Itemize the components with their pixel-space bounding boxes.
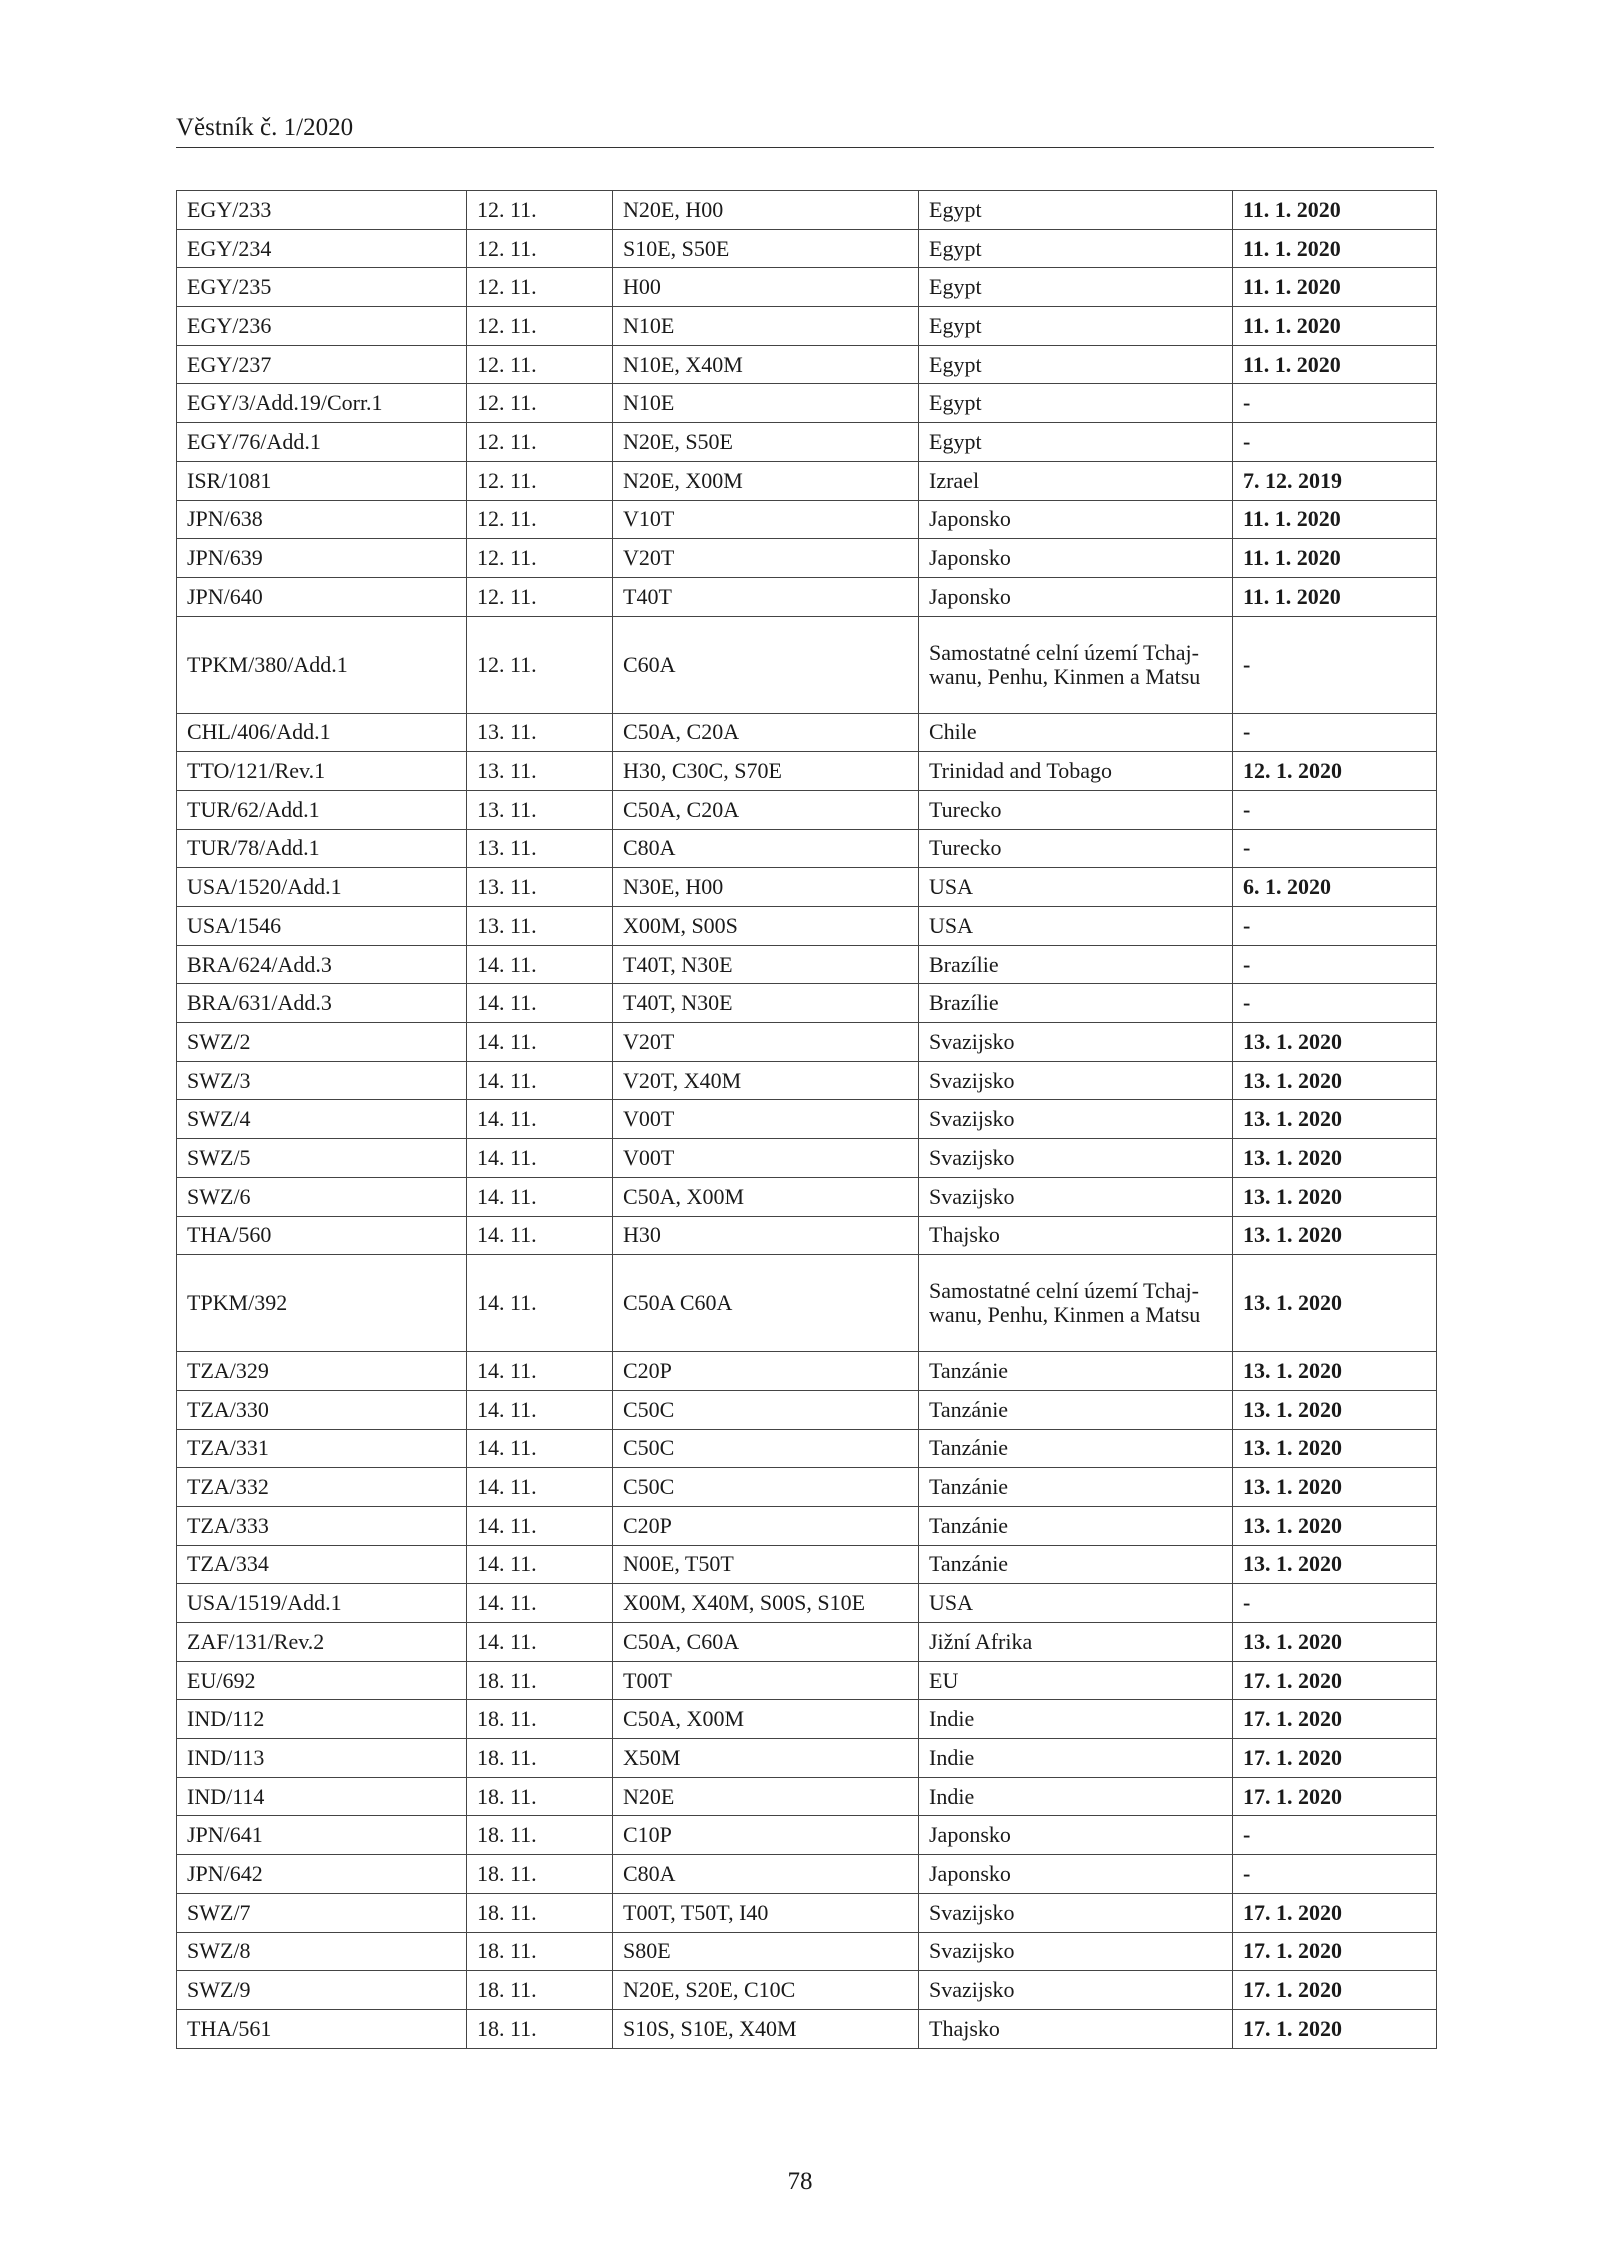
product-codes-cell: S10E, S50E <box>613 229 919 268</box>
notification-date-cell: 14. 11. <box>467 1177 613 1216</box>
document-code-cell: ISR/1081 <box>177 461 467 500</box>
table-row <box>177 1468 1437 1507</box>
table-row <box>177 1623 1437 1662</box>
deadline-cell: 12. 1. 2020 <box>1233 752 1437 791</box>
product-codes-cell: C80A <box>613 1855 919 1894</box>
country-cell: Samostatné celní území Tchaj-wanu, Penhu, Kinmen a Matsu <box>919 1255 1233 1352</box>
table-row <box>177 345 1437 384</box>
country-cell: Turecko <box>919 829 1233 868</box>
document-code-cell: TTO/121/Rev.1 <box>177 752 467 791</box>
table-row <box>177 423 1437 462</box>
deadline-cell: 11. 1. 2020 <box>1233 307 1437 346</box>
notification-date-cell: 12. 11. <box>467 307 613 346</box>
country-cell: USA <box>919 1584 1233 1623</box>
document-code-cell: TUR/62/Add.1 <box>177 790 467 829</box>
table-row <box>177 1777 1437 1816</box>
document-code-cell: CHL/406/Add.1 <box>177 713 467 752</box>
deadline-cell: 17. 1. 2020 <box>1233 2009 1437 2048</box>
document-code-cell: TZA/334 <box>177 1545 467 1584</box>
country-cell: Samostatné celní území Tchaj-wanu, Penhu, Kinmen a Matsu <box>919 616 1233 713</box>
document-code-cell: SWZ/9 <box>177 1971 467 2010</box>
product-codes-cell: X00M, S00S <box>613 907 919 946</box>
product-codes-cell: H30, C30C, S70E <box>613 752 919 791</box>
country-cell: Svazijsko <box>919 1971 1233 2010</box>
deadline-cell: 13. 1. 2020 <box>1233 1061 1437 1100</box>
notification-date-cell: 12. 11. <box>467 423 613 462</box>
notification-date-cell: 12. 11. <box>467 461 613 500</box>
table-row <box>177 500 1437 539</box>
table-row <box>177 1061 1437 1100</box>
country-cell: Japonsko <box>919 500 1233 539</box>
document-code-cell: TZA/329 <box>177 1352 467 1391</box>
document-code-cell: TPKM/392 <box>177 1255 467 1352</box>
deadline-cell: 13. 1. 2020 <box>1233 1352 1437 1391</box>
document-code-cell: THA/560 <box>177 1216 467 1255</box>
product-codes-cell: C50A, C20A <box>613 713 919 752</box>
product-codes-cell: C50A, C20A <box>613 790 919 829</box>
table-row <box>177 1390 1437 1429</box>
notification-date-cell: 18. 11. <box>467 1971 613 2010</box>
deadline-cell: 13. 1. 2020 <box>1233 1177 1437 1216</box>
table-row <box>177 868 1437 907</box>
document-code-cell: IND/114 <box>177 1777 467 1816</box>
notification-date-cell: 12. 11. <box>467 384 613 423</box>
deadline-cell: 17. 1. 2020 <box>1233 1893 1437 1932</box>
deadline-cell: - <box>1233 384 1437 423</box>
notification-date-cell: 13. 11. <box>467 752 613 791</box>
table-row <box>177 268 1437 307</box>
document-code-cell: EGY/3/Add.19/Corr.1 <box>177 384 467 423</box>
document-code-cell: EGY/233 <box>177 191 467 230</box>
document-code-cell: EGY/235 <box>177 268 467 307</box>
table-row <box>177 1100 1437 1139</box>
table-row <box>177 1971 1437 2010</box>
country-cell: Tanzánie <box>919 1390 1233 1429</box>
document-code-cell: SWZ/7 <box>177 1893 467 1932</box>
notification-date-cell: 14. 11. <box>467 1584 613 1623</box>
country-cell: EU <box>919 1661 1233 1700</box>
notification-date-cell: 13. 11. <box>467 790 613 829</box>
country-cell: Svazijsko <box>919 1932 1233 1971</box>
country-cell: Tanzánie <box>919 1352 1233 1391</box>
country-cell: Egypt <box>919 268 1233 307</box>
table-row <box>177 829 1437 868</box>
deadline-cell: 17. 1. 2020 <box>1233 1739 1437 1778</box>
country-cell: USA <box>919 868 1233 907</box>
product-codes-cell: C20P <box>613 1352 919 1391</box>
country-cell: Egypt <box>919 423 1233 462</box>
country-cell: Tanzánie <box>919 1506 1233 1545</box>
product-codes-cell: N10E <box>613 384 919 423</box>
notification-date-cell: 14. 11. <box>467 1506 613 1545</box>
notification-date-cell: 13. 11. <box>467 713 613 752</box>
table-row <box>177 384 1437 423</box>
deadline-cell: 13. 1. 2020 <box>1233 1100 1437 1139</box>
product-codes-cell: C20P <box>613 1506 919 1545</box>
product-codes-cell: C50A C60A <box>613 1255 919 1352</box>
deadline-cell: 11. 1. 2020 <box>1233 345 1437 384</box>
deadline-cell: - <box>1233 907 1437 946</box>
country-cell: Japonsko <box>919 1816 1233 1855</box>
notification-date-cell: 12. 11. <box>467 616 613 713</box>
notification-date-cell: 14. 11. <box>467 1255 613 1352</box>
product-codes-cell: X00M, X40M, S00S, S10E <box>613 1584 919 1623</box>
deadline-cell: 13. 1. 2020 <box>1233 1545 1437 1584</box>
country-cell: Brazílie <box>919 984 1233 1023</box>
country-cell: Trinidad and Tobago <box>919 752 1233 791</box>
table-row <box>177 1139 1437 1178</box>
country-cell: Tanzánie <box>919 1468 1233 1507</box>
table-row <box>177 1855 1437 1894</box>
notification-date-cell: 18. 11. <box>467 1661 613 1700</box>
country-cell: Thajsko <box>919 1216 1233 1255</box>
deadline-cell: - <box>1233 790 1437 829</box>
country-cell: Japonsko <box>919 1855 1233 1894</box>
table-row <box>177 713 1437 752</box>
deadline-cell: - <box>1233 1855 1437 1894</box>
notification-date-cell: 14. 11. <box>467 1061 613 1100</box>
product-codes-cell: T40T, N30E <box>613 945 919 984</box>
product-codes-cell: V00T <box>613 1139 919 1178</box>
product-codes-cell: V00T <box>613 1100 919 1139</box>
country-cell: Izrael <box>919 461 1233 500</box>
deadline-cell: - <box>1233 829 1437 868</box>
country-cell: Svazijsko <box>919 1061 1233 1100</box>
deadline-cell: 13. 1. 2020 <box>1233 1023 1437 1062</box>
product-codes-cell: V20T, X40M <box>613 1061 919 1100</box>
country-cell: Indie <box>919 1777 1233 1816</box>
deadline-cell: 11. 1. 2020 <box>1233 577 1437 616</box>
table-row <box>177 1429 1437 1468</box>
document-code-cell: ZAF/131/Rev.2 <box>177 1623 467 1662</box>
product-codes-cell: C80A <box>613 829 919 868</box>
table-row <box>177 1177 1437 1216</box>
table-row <box>177 1023 1437 1062</box>
document-code-cell: EGY/76/Add.1 <box>177 423 467 462</box>
product-codes-cell: T00T, T50T, I40 <box>613 1893 919 1932</box>
deadline-cell: - <box>1233 945 1437 984</box>
document-code-cell: SWZ/8 <box>177 1932 467 1971</box>
table-row <box>177 1506 1437 1545</box>
deadline-cell: 17. 1. 2020 <box>1233 1700 1437 1739</box>
table-row <box>177 616 1437 713</box>
product-codes-cell: N10E, X40M <box>613 345 919 384</box>
notification-date-cell: 14. 11. <box>467 1545 613 1584</box>
deadline-cell: 11. 1. 2020 <box>1233 539 1437 578</box>
country-cell: Indie <box>919 1700 1233 1739</box>
notification-date-cell: 14. 11. <box>467 1139 613 1178</box>
document-code-cell: JPN/641 <box>177 1816 467 1855</box>
country-cell: Japonsko <box>919 577 1233 616</box>
product-codes-cell: N00E, T50T <box>613 1545 919 1584</box>
deadline-cell: 11. 1. 2020 <box>1233 191 1437 230</box>
notification-date-cell: 13. 11. <box>467 868 613 907</box>
deadline-cell: 13. 1. 2020 <box>1233 1390 1437 1429</box>
document-code-cell: IND/113 <box>177 1739 467 1778</box>
table-row <box>177 1700 1437 1739</box>
notification-date-cell: 14. 11. <box>467 1023 613 1062</box>
table-row <box>177 2009 1437 2048</box>
document-code-cell: JPN/638 <box>177 500 467 539</box>
notification-date-cell: 12. 11. <box>467 191 613 230</box>
deadline-cell: 17. 1. 2020 <box>1233 1777 1437 1816</box>
country-cell: Indie <box>919 1739 1233 1778</box>
country-cell: Egypt <box>919 191 1233 230</box>
notification-date-cell: 12. 11. <box>467 539 613 578</box>
country-cell: USA <box>919 907 1233 946</box>
document-code-cell: TZA/332 <box>177 1468 467 1507</box>
journal-title: Věstník č. 1/2020 <box>176 114 354 141</box>
country-cell: Egypt <box>919 229 1233 268</box>
document-code-cell: SWZ/3 <box>177 1061 467 1100</box>
product-codes-cell: C50C <box>613 1429 919 1468</box>
notification-table <box>176 190 1437 2049</box>
document-code-cell: TZA/331 <box>177 1429 467 1468</box>
deadline-cell: - <box>1233 984 1437 1023</box>
table-row <box>177 790 1437 829</box>
country-cell: Turecko <box>919 790 1233 829</box>
product-codes-cell: C50A, X00M <box>613 1700 919 1739</box>
product-codes-cell: V20T <box>613 539 919 578</box>
table-row <box>177 307 1437 346</box>
notification-date-cell: 14. 11. <box>467 1623 613 1662</box>
deadline-cell: - <box>1233 713 1437 752</box>
product-codes-cell: V10T <box>613 500 919 539</box>
table-row <box>177 1545 1437 1584</box>
country-cell: Svazijsko <box>919 1893 1233 1932</box>
notification-date-cell: 12. 11. <box>467 577 613 616</box>
document-code-cell: THA/561 <box>177 2009 467 2048</box>
product-codes-cell: S10S, S10E, X40M <box>613 2009 919 2048</box>
notification-date-cell: 18. 11. <box>467 1932 613 1971</box>
table-row <box>177 984 1437 1023</box>
table-row <box>177 229 1437 268</box>
notification-date-cell: 13. 11. <box>467 907 613 946</box>
deadline-cell: - <box>1233 423 1437 462</box>
country-cell: Tanzánie <box>919 1545 1233 1584</box>
notification-date-cell: 12. 11. <box>467 229 613 268</box>
product-codes-cell: N20E, S20E, C10C <box>613 1971 919 2010</box>
table-body <box>177 191 1437 2049</box>
product-codes-cell: T40T, N30E <box>613 984 919 1023</box>
document-code-cell: BRA/624/Add.3 <box>177 945 467 984</box>
deadline-cell: 13. 1. 2020 <box>1233 1623 1437 1662</box>
product-codes-cell: S80E <box>613 1932 919 1971</box>
notification-date-cell: 12. 11. <box>467 345 613 384</box>
country-cell: Egypt <box>919 307 1233 346</box>
table-row <box>177 191 1437 230</box>
deadline-cell: - <box>1233 1816 1437 1855</box>
table-row <box>177 539 1437 578</box>
country-cell: Egypt <box>919 345 1233 384</box>
deadline-cell: - <box>1233 616 1437 713</box>
product-codes-cell: C10P <box>613 1816 919 1855</box>
country-cell: Svazijsko <box>919 1177 1233 1216</box>
notification-date-cell: 18. 11. <box>467 1739 613 1778</box>
table-row <box>177 1816 1437 1855</box>
country-cell: Chile <box>919 713 1233 752</box>
notification-date-cell: 12. 11. <box>467 500 613 539</box>
product-codes-cell: H00 <box>613 268 919 307</box>
deadline-cell: 13. 1. 2020 <box>1233 1139 1437 1178</box>
table-row <box>177 461 1437 500</box>
page-header <box>176 113 1434 148</box>
notification-date-cell: 18. 11. <box>467 1855 613 1894</box>
notification-date-cell: 13. 11. <box>467 829 613 868</box>
notification-date-cell: 14. 11. <box>467 1390 613 1429</box>
deadline-cell: 17. 1. 2020 <box>1233 1971 1437 2010</box>
notification-date-cell: 14. 11. <box>467 1468 613 1507</box>
product-codes-cell: N20E, S50E <box>613 423 919 462</box>
country-cell: Svazijsko <box>919 1023 1233 1062</box>
deadline-cell: 7. 12. 2019 <box>1233 461 1437 500</box>
document-code-cell: EGY/237 <box>177 345 467 384</box>
product-codes-cell: T00T <box>613 1661 919 1700</box>
country-cell: Jižní Afrika <box>919 1623 1233 1662</box>
deadline-cell: 17. 1. 2020 <box>1233 1932 1437 1971</box>
table-row <box>177 1739 1437 1778</box>
document-code-cell: SWZ/4 <box>177 1100 467 1139</box>
deadline-cell: 17. 1. 2020 <box>1233 1661 1437 1700</box>
product-codes-cell: T40T <box>613 577 919 616</box>
table-row <box>177 907 1437 946</box>
product-codes-cell: C60A <box>613 616 919 713</box>
product-codes-cell: C50A, X00M <box>613 1177 919 1216</box>
product-codes-cell: C50A, C60A <box>613 1623 919 1662</box>
product-codes-cell: C50C <box>613 1468 919 1507</box>
product-codes-cell: N20E <box>613 1777 919 1816</box>
product-codes-cell: X50M <box>613 1739 919 1778</box>
product-codes-cell: N30E, H00 <box>613 868 919 907</box>
document-code-cell: BRA/631/Add.3 <box>177 984 467 1023</box>
country-cell: Svazijsko <box>919 1139 1233 1178</box>
product-codes-cell: V20T <box>613 1023 919 1062</box>
document-code-cell: SWZ/5 <box>177 1139 467 1178</box>
notification-date-cell: 12. 11. <box>467 268 613 307</box>
table-row <box>177 1893 1437 1932</box>
deadline-cell: 13. 1. 2020 <box>1233 1429 1437 1468</box>
document-code-cell: TUR/78/Add.1 <box>177 829 467 868</box>
document-code-cell: JPN/639 <box>177 539 467 578</box>
deadline-cell: 11. 1. 2020 <box>1233 229 1437 268</box>
notification-date-cell: 14. 11. <box>467 945 613 984</box>
table-row <box>177 1255 1437 1352</box>
deadline-cell: - <box>1233 1584 1437 1623</box>
notification-date-cell: 14. 11. <box>467 984 613 1023</box>
product-codes-cell: H30 <box>613 1216 919 1255</box>
notification-date-cell: 18. 11. <box>467 1777 613 1816</box>
table-row <box>177 577 1437 616</box>
notification-date-cell: 18. 11. <box>467 1816 613 1855</box>
document-code-cell: SWZ/2 <box>177 1023 467 1062</box>
table-row <box>177 1352 1437 1391</box>
document-code-cell: EGY/236 <box>177 307 467 346</box>
country-cell: Egypt <box>919 384 1233 423</box>
notification-date-cell: 18. 11. <box>467 1893 613 1932</box>
document-code-cell: JPN/640 <box>177 577 467 616</box>
deadline-cell: 11. 1. 2020 <box>1233 268 1437 307</box>
deadline-cell: 13. 1. 2020 <box>1233 1255 1437 1352</box>
table-row <box>177 752 1437 791</box>
deadline-cell: 11. 1. 2020 <box>1233 500 1437 539</box>
country-cell: Thajsko <box>919 2009 1233 2048</box>
document-code-cell: USA/1520/Add.1 <box>177 868 467 907</box>
country-cell: Tanzánie <box>919 1429 1233 1468</box>
product-codes-cell: C50C <box>613 1390 919 1429</box>
notification-date-cell: 14. 11. <box>467 1100 613 1139</box>
document-code-cell: EGY/234 <box>177 229 467 268</box>
document-code-cell: USA/1519/Add.1 <box>177 1584 467 1623</box>
document-code-cell: USA/1546 <box>177 907 467 946</box>
deadline-cell: 13. 1. 2020 <box>1233 1468 1437 1507</box>
notification-date-cell: 14. 11. <box>467 1429 613 1468</box>
document-code-cell: JPN/642 <box>177 1855 467 1894</box>
product-codes-cell: N20E, H00 <box>613 191 919 230</box>
document-code-cell: IND/112 <box>177 1700 467 1739</box>
product-codes-cell: N10E <box>613 307 919 346</box>
deadline-cell: 6. 1. 2020 <box>1233 868 1437 907</box>
document-code-cell: TPKM/380/Add.1 <box>177 616 467 713</box>
country-cell: Brazílie <box>919 945 1233 984</box>
notification-date-cell: 18. 11. <box>467 2009 613 2048</box>
notification-date-cell: 14. 11. <box>467 1352 613 1391</box>
table-row <box>177 945 1437 984</box>
page-number: 78 <box>787 2168 813 2195</box>
table-row <box>177 1661 1437 1700</box>
notification-date-cell: 14. 11. <box>467 1216 613 1255</box>
table-row <box>177 1216 1437 1255</box>
document-code-cell: TZA/330 <box>177 1390 467 1429</box>
table-row <box>177 1932 1437 1971</box>
document-code-cell: TZA/333 <box>177 1506 467 1545</box>
deadline-cell: 13. 1. 2020 <box>1233 1216 1437 1255</box>
table-row <box>177 1584 1437 1623</box>
country-cell: Svazijsko <box>919 1100 1233 1139</box>
product-codes-cell: N20E, X00M <box>613 461 919 500</box>
deadline-cell: 13. 1. 2020 <box>1233 1506 1437 1545</box>
notification-date-cell: 18. 11. <box>467 1700 613 1739</box>
country-cell: Japonsko <box>919 539 1233 578</box>
document-code-cell: SWZ/6 <box>177 1177 467 1216</box>
document-code-cell: EU/692 <box>177 1661 467 1700</box>
